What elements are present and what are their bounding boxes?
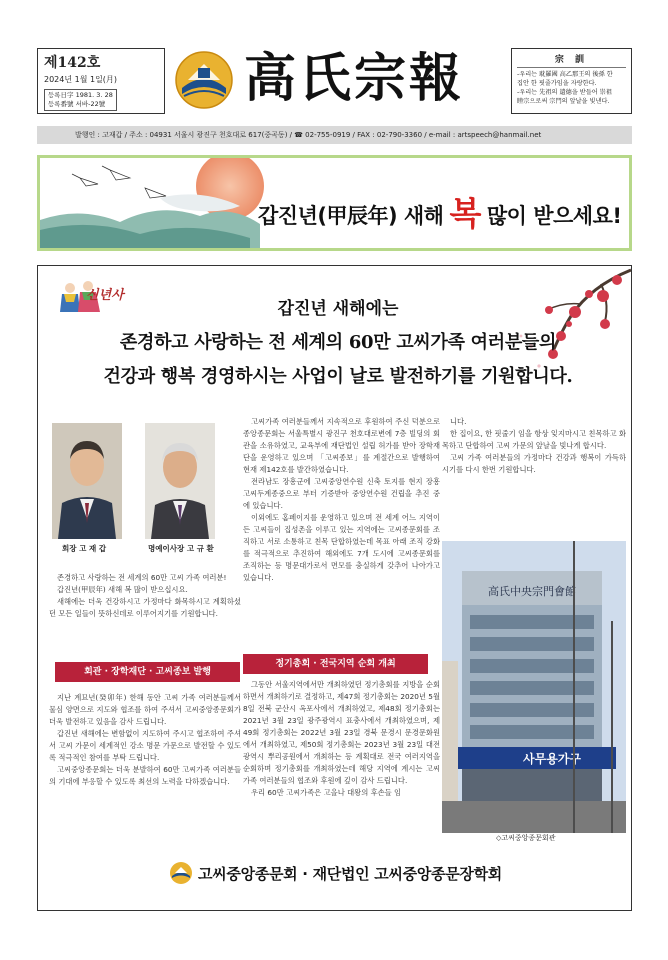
clan-hall-building-photo	[442, 541, 626, 833]
newyear-banner	[37, 155, 632, 251]
paragraph: 고씨중앙종문회는 더욱 분발하여 60만 고씨가족 여러분들의 기대에 부응할 수 있도록 최선의 노력을 다하겠습니다.	[49, 765, 241, 786]
banner-greeting: 갑진년(甲辰年) 새해 복 많이 받으세요!	[258, 194, 622, 233]
paragraph: 갑진년 새해에는 변함없이 지도하여 주시고 협조하여 주셔서 고씨 가문이 세계적인 강소 명문 가문으로 발전할 수 있도록 적극적인 참여를 부탁 드립니다.	[49, 729, 241, 762]
motto-title: 宗 訓	[517, 52, 626, 68]
building-sign: 高氏中央宗門會館	[488, 585, 576, 598]
paragraph: 그동안 서울지역에서만 개최하였던 정기총회를 지방을 순회하면서 개최하기로 결정하고, 제47회 정기총회는 2020년 5월 8일 전북 군산시 옥포사에서 개최하였고, 제48회 정기총회는 2021년 3월 23일 광주광역시 표충사에서 개최하였으며, 제49회 정기총회는 2022년 3월 23일 경북 문경시 문경문화원에서 개최하였고, 제50회 정기총회는 2023년 3월 23일 대전광역시 뿌리공원에서 개최하는 등 계획대로 전국 여러지역을 순회하며 정기총회를 개최하였는데 해당 지역에 계시는 고씨가족 여러분들의 협조와 후원에 깊이 감사 드립니다.	[243, 680, 440, 785]
photo-caption: 명예이사장 고 규 환	[148, 544, 214, 553]
issue-number: 제142호	[44, 55, 101, 71]
headline-line-2: 존경하고 사랑하는 전 세계의 60만 고씨가족 여러분들의	[119, 332, 557, 353]
paragraph: 고씨 가족 여러분들의 가정마다 건강과 행복이 가득하시기를 다시 한번 기원합니다.	[442, 453, 626, 474]
article-column	[243, 416, 440, 584]
clan-emblem-icon	[169, 861, 193, 885]
footer-organization: 고씨중앙종문회 · 재단법인 고씨중앙종문장학회	[198, 865, 502, 883]
crane-icon	[80, 170, 166, 198]
paragraph: 새해에는 더욱 건강하시고 가정마다 화목하시고 계획하셨던 모든 일들이 뜻하신데로 이루어지기를 기원합니다.	[49, 597, 241, 618]
motto-line: 睦宗으로써 宗門의 앞날을 빛낸다.	[517, 98, 610, 105]
section-heading: 정기총회 · 전국지역 순회 개최	[243, 654, 428, 674]
registration-info: 등록日字 1981. 3. 28 등록番號 서바-22號	[44, 89, 117, 111]
newyear-address-article	[37, 265, 632, 911]
article-column	[49, 572, 241, 620]
paragraph: 전라남도 장흥군에 고씨중앙연수원 신축 토지를 현지 장흥고씨두계종중으로 부터 기증받아 중앙연수원 건립을 추진 중에 있습니다.	[243, 477, 440, 510]
masthead-title: 高氏宗報	[244, 48, 465, 109]
issue-info-box	[37, 48, 165, 114]
paragraph: 지난 계묘년(癸卯年) 한해 동안 고씨 가족 여러분들께서 물심 양면으로 지도와 협조를 하여 주셔서 고씨중앙종문회가 더욱 발전하고 있음을 감사 드립니다.	[49, 693, 241, 726]
newyear-address-label: 신년사	[86, 288, 124, 303]
motto-line: -우리는 先祖의 遺德을 받들어 崇祖	[517, 89, 613, 96]
photo-caption: 회장 고 재 갑	[62, 544, 107, 553]
chairman-photo	[52, 423, 122, 539]
headline-line-1: 갑진년 새해에는	[277, 299, 399, 319]
publisher-bar: 발행인 : 고재갑 / 주소 : 04931 서울시 광진구 천호대로 617(중곡동) / ☎ 02-755-0919 / FAX : 02-790-3360 / e-mail : artspeech@hanmail.net	[37, 126, 632, 144]
paragraph: 갑진년(甲辰年) 새해 복 많이 받으십시요.	[57, 585, 188, 594]
section-heading: 회관 · 장학재단 · 고씨종보 발행	[55, 662, 240, 682]
building-caption: ◇고씨중앙종문회관	[496, 834, 556, 842]
headline-line-3: 건강과 행복 경영하시는 사업이 날로 발전하기를 기원합니다.	[103, 366, 573, 387]
honorary-chairman-photo	[145, 423, 215, 539]
article-column	[442, 416, 626, 476]
bok-character: 복	[449, 194, 481, 233]
motto-line: 집안 한 핏줄가임을 자랑한다.	[517, 80, 597, 87]
issue-date: 2024년 1월 1일(月)	[44, 75, 118, 84]
article-column	[49, 692, 241, 788]
clan-motto-box	[511, 48, 632, 114]
motto-line: -우리는 耽羅國 高乙那王의 後孫 한	[517, 71, 613, 78]
paragraph: 우리 60만 고씨가족은 고을나 대왕의 후손들 임	[251, 788, 402, 797]
paragraph: 이외에도 홈페이지를 운영하고 있으며 전 세계 어느 지역이든 고씨들이 집성촌을 이루고 있는 지역에는 고씨종문회를 조직하고 서로 소통하고 친목 단합하였는데 목표 아래 조직 강화를 적극적으로 추진하여 해외에도 7개 도시에 고씨종문회를 조직하는 등 명문대가로서 면모를 충실하게 갖추어 나아가고 있습니다.	[243, 513, 440, 582]
shop-sign: 사무용가구	[523, 752, 581, 766]
paragraph: 한 집이요, 한 핏줄기 임을 항상 잊지마시고 친목하고 화목하고 단합하여 고씨 가문의 앞날을 빛나게 합시다.	[442, 429, 626, 450]
paragraph: 존경하고 사랑하는 전 세계의 60만 고씨 가족 여러분!	[57, 573, 227, 582]
article-footer	[38, 856, 632, 892]
article-column	[243, 679, 440, 799]
paragraph: 니다.	[450, 417, 467, 426]
paragraph: 고씨가족 여러분들께서 지속적으로 후원하여 주신 덕분으로 종앙종문회는 서울특별시 광진구 천호대로변에 7층 빌딩의 회관을 소유하였고, 교육부에 재단법인 설립 허가를 받아 장학재단을 운영하고 있으며 「고씨종보」를 계절간으로 발행하여 현재 제142호를 발간하였습니다.	[243, 417, 440, 474]
clan-emblem-icon	[174, 50, 234, 110]
